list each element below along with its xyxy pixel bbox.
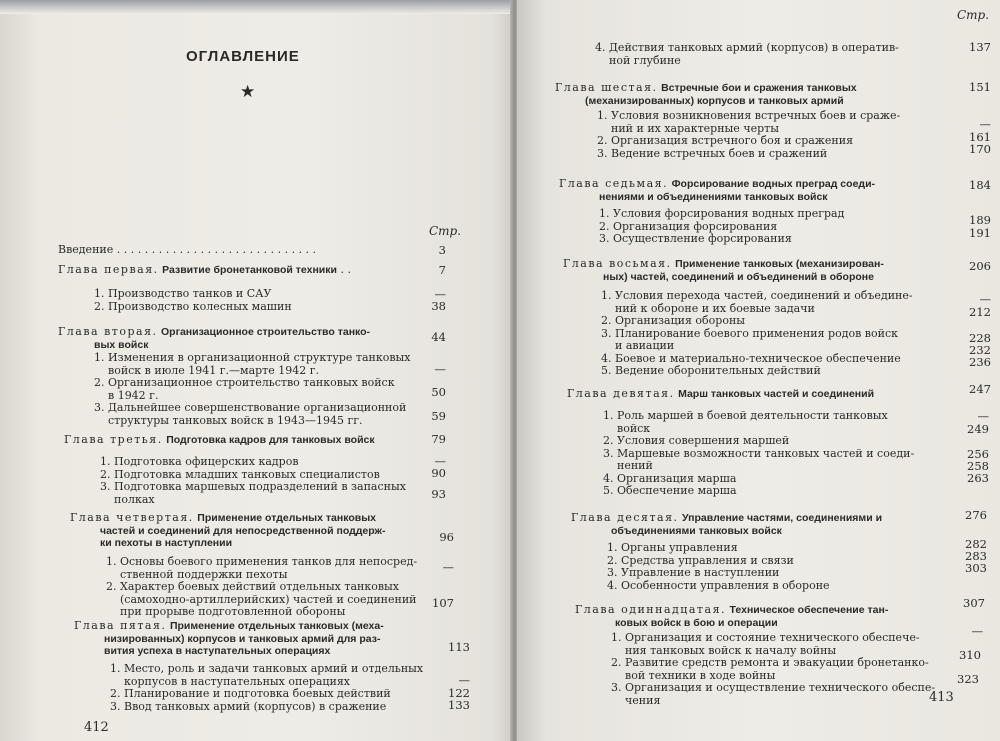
toc-title: ОГЛАВЛЕНИЕ bbox=[186, 48, 300, 65]
intro-entry: Введение . . . . . . . . . . . . . . . . . . . . . . . . . . . . . bbox=[58, 243, 317, 256]
chapter-5: Глава пятая. Применение отдельных танковых (меха- низированных) корпусов и танковых армий для раз- вития успеха в наступательных операциях bbox=[74, 619, 384, 657]
page-num: 258 bbox=[967, 459, 989, 473]
chapter-6-page: 151 bbox=[969, 80, 991, 94]
chapter-9: Глава девятая. Марш танковых частей и соединений bbox=[567, 387, 875, 400]
left-page-number: 412 bbox=[84, 720, 109, 735]
chapter-8-page: 206 bbox=[969, 259, 991, 273]
chapter-10-page: 276 bbox=[965, 508, 987, 522]
page-num: 303 bbox=[965, 561, 987, 575]
page-num: 191 bbox=[969, 226, 991, 240]
chapter-11-page: 307 bbox=[963, 596, 985, 610]
chapter-8-items: 1. Условия перехода частей, соединений и объедине- ний к обороне и их боевые задачи 2. Организация обороны 3. Планирование боевого применения родов войск и авиации 4. Боевое и материально-техническое обеспечение 5. Ведение оборонительных действий bbox=[601, 289, 913, 377]
intro-page: 3 bbox=[438, 243, 446, 257]
chapter-1: Глава первая. Развитие бронетанковой техники . . bbox=[58, 263, 351, 276]
page-num: — bbox=[977, 409, 989, 423]
chapter-7: Глава седьмая. Форсирование водных преград соеди- нениями и объединениями танковых войск bbox=[559, 177, 876, 203]
page-num: — bbox=[434, 362, 446, 376]
page-num: 249 bbox=[967, 422, 989, 436]
chapter-11: Глава одиннадцатая. Техническое обеспечение тан- ковых войск в бою и операции bbox=[575, 603, 889, 629]
page-num: — bbox=[979, 292, 991, 306]
chapter-2-items: 1. Изменения в организационной структуре танковых войск в июле 1941 г.—марте 1942 г. 2. Организационное строительство танковых войск в 1942 г. 3. Дальнейшее совершенствование организационной структуры танковых войск в 1943—1945 гг. bbox=[94, 351, 411, 427]
page-num: 133 bbox=[448, 698, 470, 712]
page-num: 189 bbox=[969, 213, 991, 227]
chapter-9-page: 247 bbox=[969, 382, 991, 396]
page-num: 90 bbox=[431, 466, 446, 480]
page-column-label: Стр. bbox=[957, 8, 990, 22]
page-num: 212 bbox=[969, 305, 991, 319]
page-num: 256 bbox=[967, 447, 989, 461]
page-num: — bbox=[442, 560, 454, 574]
right-page bbox=[517, 0, 1000, 741]
star-ornament: ★ bbox=[240, 82, 256, 102]
chapter-1-items: 1. Производство танков и САУ 2. Производство колесных машин bbox=[94, 287, 292, 313]
chapter-6: Глава шестая. Встречные бои и сражения танковых (механизированных) корпусов и танковых армий bbox=[555, 81, 857, 107]
page-num: 50 bbox=[431, 385, 446, 399]
page-num: 263 bbox=[967, 471, 989, 485]
chapter-10-items: 1. Органы управления 2. Средства управления и связи 3. Управление в наступлении 4. Особенности управления в обороне bbox=[607, 541, 830, 592]
chapter-11-items: 1. Организация и состояние технического обеспече- ния танковых войск к началу войны 2. Развитие средств ремонта и эвакуации бронетанко- вой техники в ходе войны 3. Организация и осуществление технического обеспе- чения bbox=[611, 631, 936, 707]
page-num: 228 bbox=[969, 331, 991, 345]
chapter-4-items: 1. Основы боевого применения танков для непосред- ственной поддержки пехоты 2. Характер боевых действий отдельных танковых (самоходно-артиллерийских) частей и соединений при прорыве подготовленной обороны bbox=[106, 555, 418, 618]
page-shadow bbox=[0, 0, 512, 14]
page-num: 137 bbox=[969, 40, 991, 54]
page-num: 283 bbox=[965, 549, 987, 563]
chapter-4-page: 96 bbox=[439, 530, 454, 544]
right-page-number: 413 bbox=[929, 690, 954, 705]
page-num: — bbox=[458, 673, 470, 687]
page-num: — bbox=[979, 117, 991, 131]
chapter-1-page: 7 bbox=[438, 263, 446, 277]
chapter-3-items: 1. Подготовка офицерских кадров 2. Подготовка младших танковых специалистов 3. Подготовка маршевых подразделений в запасных полках bbox=[100, 455, 406, 506]
chapter-7-items: 1. Условия форсирования водных преград 2. Организация форсирования 3. Осуществление форсирования bbox=[599, 207, 845, 245]
chapter-6-items: 1. Условия возникновения встречных боев и сраже- ний и их характерные черты 2. Организация встречного боя и сражения 3. Ведение встречных боев и сражений bbox=[597, 109, 901, 160]
page-num: 59 bbox=[431, 409, 446, 423]
page-num: 122 bbox=[448, 686, 470, 700]
chapter-8: Глава восьмая. Применение танковых (механизирован- ных) частей, соединений и объединений в обороне bbox=[563, 257, 884, 283]
page-num: 107 bbox=[432, 596, 454, 610]
page-num: 323 bbox=[957, 672, 979, 686]
chapter-5-items: 1. Место, роль и задачи танковых армий и отдельных корпусов в наступательных операциях 2. Планирование и подготовка боевых действий 3. Ввод танковых армий (корпусов) в сражение bbox=[110, 662, 424, 713]
page-column-label: Стр. bbox=[429, 224, 462, 238]
page-num: — bbox=[434, 454, 446, 468]
chapter-10: Глава десятая. Управление частями, соединениями и объединениями танковых войск bbox=[571, 511, 883, 537]
chapter-5-continued: 4. Действия танковых армий (корпусов) в оператив- ной глубине bbox=[595, 41, 899, 67]
page-num: — bbox=[434, 287, 446, 301]
page-num: 236 bbox=[969, 355, 991, 369]
page-num: 93 bbox=[431, 487, 446, 501]
page-num: 161 bbox=[969, 130, 991, 144]
chapter-3-page: 79 bbox=[431, 432, 446, 446]
chapter-4: Глава четвертая. Применение отдельных танковых частей и соединений для непосредственной поддерж- ки пехоты в наступлении bbox=[70, 511, 386, 549]
page-num: 282 bbox=[965, 537, 987, 551]
chapter-9-items: 1. Роль маршей в боевой деятельности танковых войск 2. Условия совершения маршей 3. Маршевые возможности танковых частей и соеди- нений 4. Организация марша 5. Обеспечение марша bbox=[603, 409, 915, 497]
chapter-5-page: 113 bbox=[448, 640, 470, 654]
page-num: — bbox=[971, 624, 983, 638]
chapter-2-page: 44 bbox=[431, 330, 446, 344]
page-num: 170 bbox=[969, 142, 991, 156]
page-num: 310 bbox=[959, 648, 981, 662]
chapter-2: Глава вторая. Организационное строительство танко- вых войск bbox=[58, 325, 371, 351]
chapter-7-page: 184 bbox=[969, 178, 991, 192]
chapter-3: Глава третья. Подготовка кадров для танковых войск bbox=[64, 433, 375, 446]
page-num: 38 bbox=[431, 299, 446, 313]
page-num: 232 bbox=[969, 343, 991, 357]
